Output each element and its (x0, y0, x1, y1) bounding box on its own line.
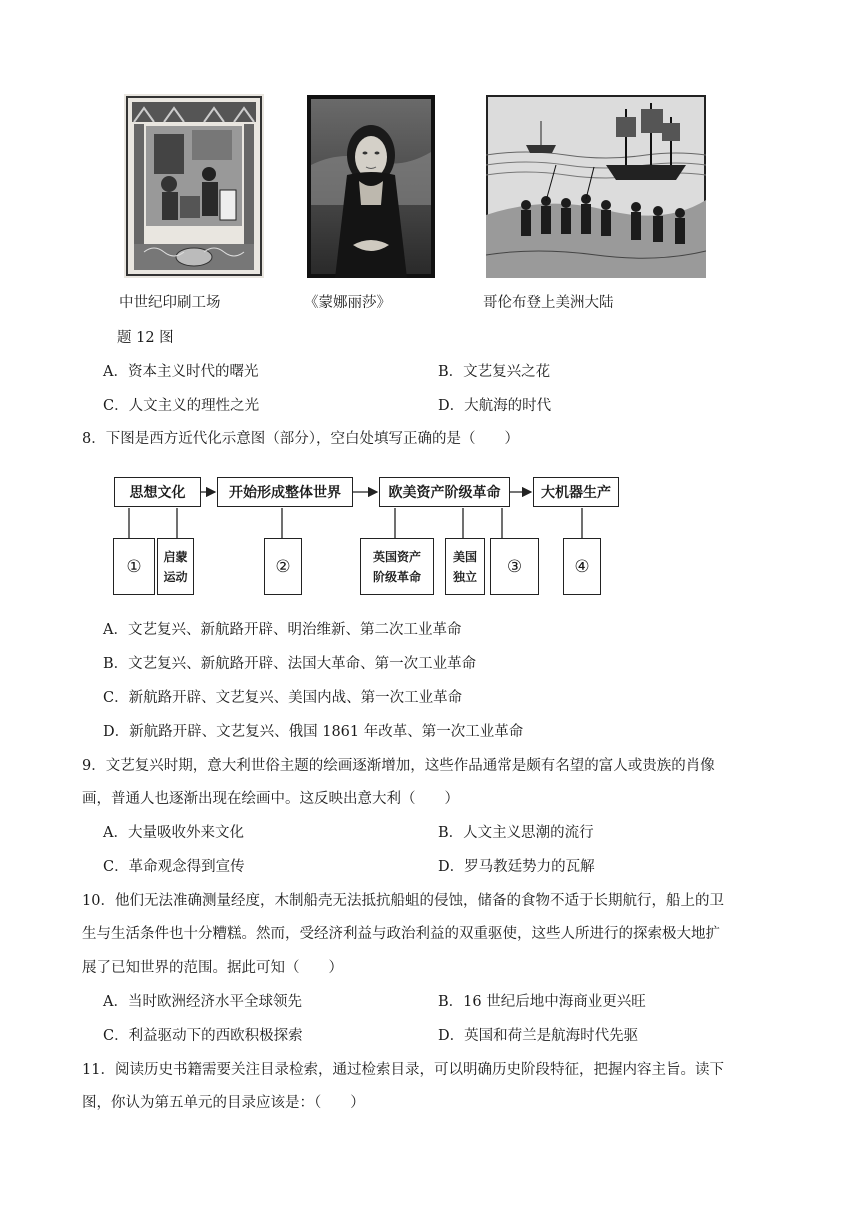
q10-stem-line1: 10．他们无法准确测量经度，木制船壳无法抵抗船蛆的侵蚀，储备的食物不适于长期航行，船上的卫 (82, 893, 724, 909)
q8-stem: 8．下图是西方近代化示意图（部分），空白处填写正确的是（ ） (82, 431, 519, 447)
q8-option-b[interactable]: B．文艺复兴、新航路开辟、法国大革命、第一次工业革命 (103, 656, 477, 672)
blank-box-1: ① (113, 538, 155, 595)
sub-box-american-independence: 美国 独立 (445, 538, 485, 595)
flow-box-machine-production: 大机器生产 (533, 477, 619, 507)
blank-box-2: ② (264, 538, 302, 595)
q8-option-c[interactable]: C．新航路开辟、文艺复兴、美国内战、第一次工业革命 (103, 690, 463, 706)
q11-stem-line2: 图，你认为第五单元的目录应该是：（ ） (82, 1095, 365, 1111)
printing-workshop-engraving-icon (124, 94, 264, 278)
q11-stem-line1: 11．阅读历史书籍需要关注目录检索，通过检索目录，可以明确历史阶段特征，把握内容主旨。读下 (82, 1062, 724, 1078)
q9-option-b[interactable]: B．人文主义思潮的流行 (438, 825, 594, 841)
q9-stem-line1: 9．文艺复兴时期，意大利世俗主题的绘画逐渐增加，这些作品通常是颇有名望的富人或贵族的肖像 (82, 758, 715, 774)
q8-option-d[interactable]: D．新航路开辟、文艺复兴、俄国 1861 年改革、第一次工业革命 (103, 724, 524, 740)
q7-option-b[interactable]: B．文艺复兴之花 (438, 364, 551, 380)
flow-box-thought-culture: 思想文化 (114, 477, 201, 507)
q10-stem-line2: 生与生活条件也十分糟糕。然而，受经济利益与政治利益的双重驱使，这些人所进行的探索极大地扩 (82, 926, 720, 942)
q10-option-a[interactable]: A．当时欧洲经济水平全球领先 (103, 994, 302, 1010)
q10-option-d[interactable]: D．英国和荷兰是航海时代先驱 (438, 1028, 639, 1044)
q10-option-c[interactable]: C．利益驱动下的西欧积极探索 (103, 1028, 303, 1044)
caption-mona-lisa: 《蒙娜丽莎》 (304, 295, 391, 311)
q8-option-a[interactable]: A．文艺复兴、新航路开辟、明治维新、第二次工业革命 (103, 622, 462, 638)
blank-box-3: ③ (490, 538, 539, 595)
sub-box-english-revolution: 英国资产 阶级革命 (360, 538, 434, 595)
q9-option-a[interactable]: A．大量吸收外来文化 (103, 825, 244, 841)
mona-lisa-image (307, 95, 435, 278)
printing-workshop-image (124, 94, 264, 278)
blank-box-4: ④ (563, 538, 601, 595)
flow-box-world-integration: 开始形成整体世界 (217, 477, 353, 507)
flow-box-bourgeois-revolution: 欧美资产阶级革命 (379, 477, 510, 507)
q7-option-a[interactable]: A．资本主义时代的曙光 (103, 364, 259, 380)
q7-option-c[interactable]: C．人文主义的理性之光 (103, 398, 260, 414)
columbus-landing-engraving-icon (486, 95, 706, 278)
q7-option-d[interactable]: D．大航海的时代 (438, 398, 552, 414)
caption-columbus: 哥伦布登上美洲大陆 (483, 295, 614, 311)
q9-stem-line2: 画，普通人也逐渐出现在绘画中。这反映出意大利（ ） (82, 791, 459, 807)
caption-printing-workshop: 中世纪印刷工场 (119, 295, 221, 311)
q10-stem-line3: 展了已知世界的范围。据此可知（ ） (82, 960, 343, 976)
figure-label: 题 12 图 (117, 330, 174, 346)
columbus-landing-image (486, 95, 706, 278)
sub-box-enlightenment: 启蒙 运动 (157, 538, 194, 595)
q10-option-b[interactable]: B．16 世纪后地中海商业更兴旺 (438, 994, 646, 1010)
q9-option-c[interactable]: C．革命观念得到宣传 (103, 859, 245, 875)
mona-lisa-portrait-icon (307, 95, 435, 278)
q9-option-d[interactable]: D．罗马教廷势力的瓦解 (438, 859, 595, 875)
